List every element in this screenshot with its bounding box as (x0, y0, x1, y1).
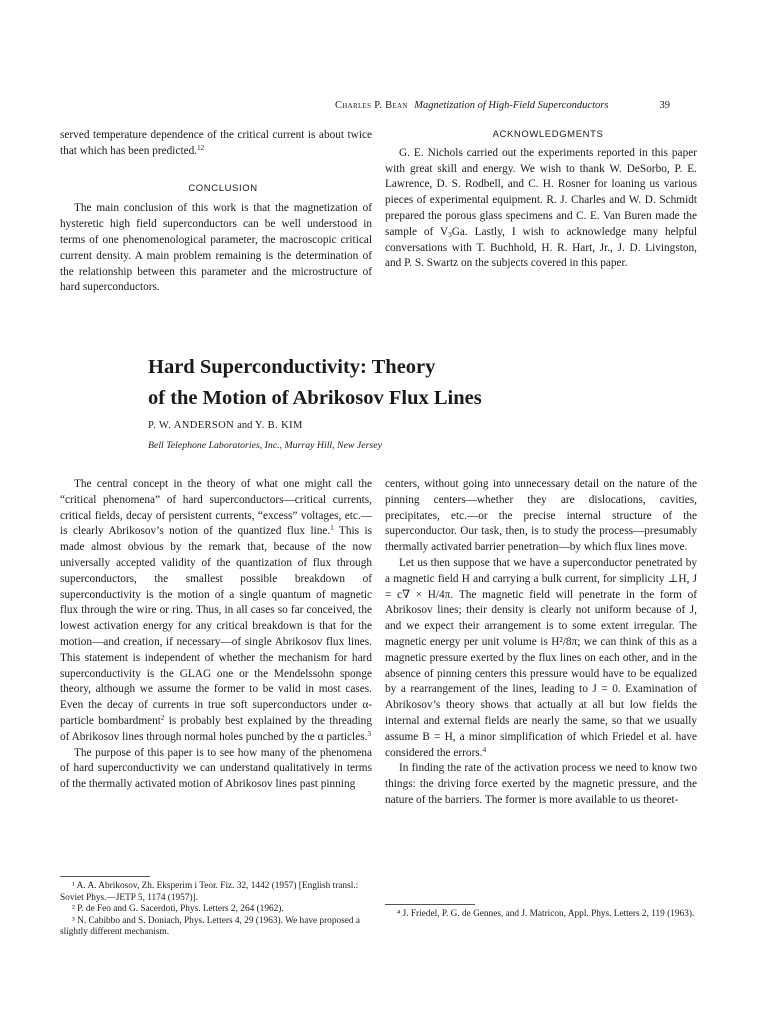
purpose-paragraph: The purpose of this paper is to see how many of the phenomena of hard superconductivity we can understand qualitatively in terms of the thermally activated motion of Abrikosov lines past pinning (60, 746, 372, 791)
footnote-2: ² P. de Feo and G. Sacerdoti, Phys. Letters 2, 264 (1962). (72, 904, 284, 914)
acknowledgments-paragraph: G. E. Nichols carried out the experiments reported in this paper with great skill and energy. We wish to thank W. DeSorbo, P. E. Lawrence, D. S. Rodbell, and C. H. Rosner for loaning us various pieces of experimental equipment. R. J. Charles and W. D. Schmidt prepared the porous glass specimens and C. E. Van Buren made the sample of $V_3Ga$. Lastly, I wish to acknowledge many helpful conversations with T. Buchhold, H. R. Hart, Jr., J. D. Livingston, and P. S. Swartz on the subjects covered in this paper. (385, 146, 697, 270)
pinning-paragraph: centers, without going into unnecessary detail on the nature of the pinning centers—whether they are dislocations, cavities, precipitates, etc.—or the precise internal structure of the superconductor. Our task, then, is to study the process—presumably thermally activated barrier penetration—by which flux lines move. (385, 478, 697, 554)
title-line-1: Hard Superconductivity: Theory (148, 356, 436, 378)
running-head (335, 100, 670, 111)
flux-paragraph: Let us then suppose that we have a superconductor penetrated by a magnetic field H and carrying a bulk current, for simplicity ⊥H, J = c∇ × H/4π. The magnetic field will penetrate in the form of Abrikosov lines; their density is clearly not uniform because of J, and we expect their arrangement is to some extent irregular. The magnetic energy per unit volume is H²/8π; we can think of this as a magnetic pressure exerted by the flux lines on each other, and in the absence of pinning centers this pressure would have to be equalized by a rearrangement of the lines, leading to J = 0. Examination of Abrikosov’s theory shows that actually at all but low fields the internal and external fields are nearly the same, so that we usually assume B = H, a minor simplification of which Friedel et al. have considered the errors.$^4$ (385, 556, 697, 759)
footnote-4: ⁴ J. Friedel, P. G. de Gennes, and J. Matricon, Appl. Phys. Letters 2, 119 (1963). (397, 909, 695, 919)
activation-paragraph: In finding the rate of the activation process we need to know two things: the driving force exerted by the magnetic pressure, and the nature of the barriers. The former is more available to us theoret- (385, 762, 697, 806)
authors (148, 420, 303, 431)
affiliation: Bell Telephone Laboratories, Inc., Murray Hill, New Jersey (148, 440, 382, 451)
footnote-1: ¹ A. A. Abrikosov, Zh. Eksperim i Teor. Fiz. 32, 1442 (1957) [English transl.: Soviet Phys.—JETP 5, 1174 (1957)]. (60, 881, 359, 903)
continuation-paragraph: served temperature dependence of the critical current is about twice that which has been predicted.$^{12}$ (60, 129, 372, 157)
article-title (148, 352, 708, 414)
top-left-column (60, 128, 372, 296)
acknowledgments-heading: ACKNOWLEDGMENTS (492, 129, 604, 140)
title-line-2: of the Motion of Abrikosov Flux Lines (148, 387, 482, 409)
footnote-rule-right (385, 904, 475, 905)
header-author: Charles P. Bean (335, 100, 408, 111)
author-2: Y. B. KIM (254, 420, 303, 431)
footnotes-right (385, 909, 697, 921)
body-left-column (60, 477, 372, 793)
authors-and: and (237, 420, 253, 431)
footnotes-left (60, 881, 372, 939)
conclusion-heading: CONCLUSION (188, 182, 258, 194)
header-title: Magnetization of High-Field Superconductors (414, 100, 609, 111)
body-right-column (385, 477, 697, 809)
author-1: P. W. ANDERSON (148, 420, 235, 431)
footnote-rule-left (60, 876, 150, 877)
footnote-3: ³ N. Cabibbo and S. Doniach, Phys. Letters 4, 29 (1963). We have proposed a slightly different mechanism. (60, 915, 360, 937)
conclusion-paragraph: The main conclusion of this work is that the magnetization of hysteretic high field superconductors can be well understood in terms of one phenomenological parameter, the macroscopic critical current density. A main problem remaining is the determination of the relationship between this parameter and the microstructure of hard superconductors. (60, 202, 372, 294)
top-right-column (385, 127, 697, 272)
page-number: 39 (659, 100, 670, 111)
intro-paragraph: The central concept in the theory of what one might call the “critical phenomena” of hard superconductors—critical currents, critical fields, decay of persistent currents, “excess” voltages, etc.—is clearly Abrikosov’s notion of the quantized flux line.$^1$ This is made almost obvious by the remark that, because of the now universally accepted validity of the quantization of flux through superconductors, the smallest possible breakdown of superconductivity is the motion of a single quantum of magnetic flux through the wire or ring. Thus, in all cases so far conceived, the lowest activation energy for any critical breakdown is that for the motion—and creation, if necessary—of single Abrikosov flux lines. This statement is independent of whether the mechanism for hard superconductivity is the GLAG one or the Mendelssohn sponge theory, although we assume the former to be valid in most cases. Even the decay of currents in true soft superconductors under α-particle bombardment$^2$ is probably best explained by the threading of Abrikosov lines through normal holes punched by the α particles.$^3$ (60, 478, 372, 743)
